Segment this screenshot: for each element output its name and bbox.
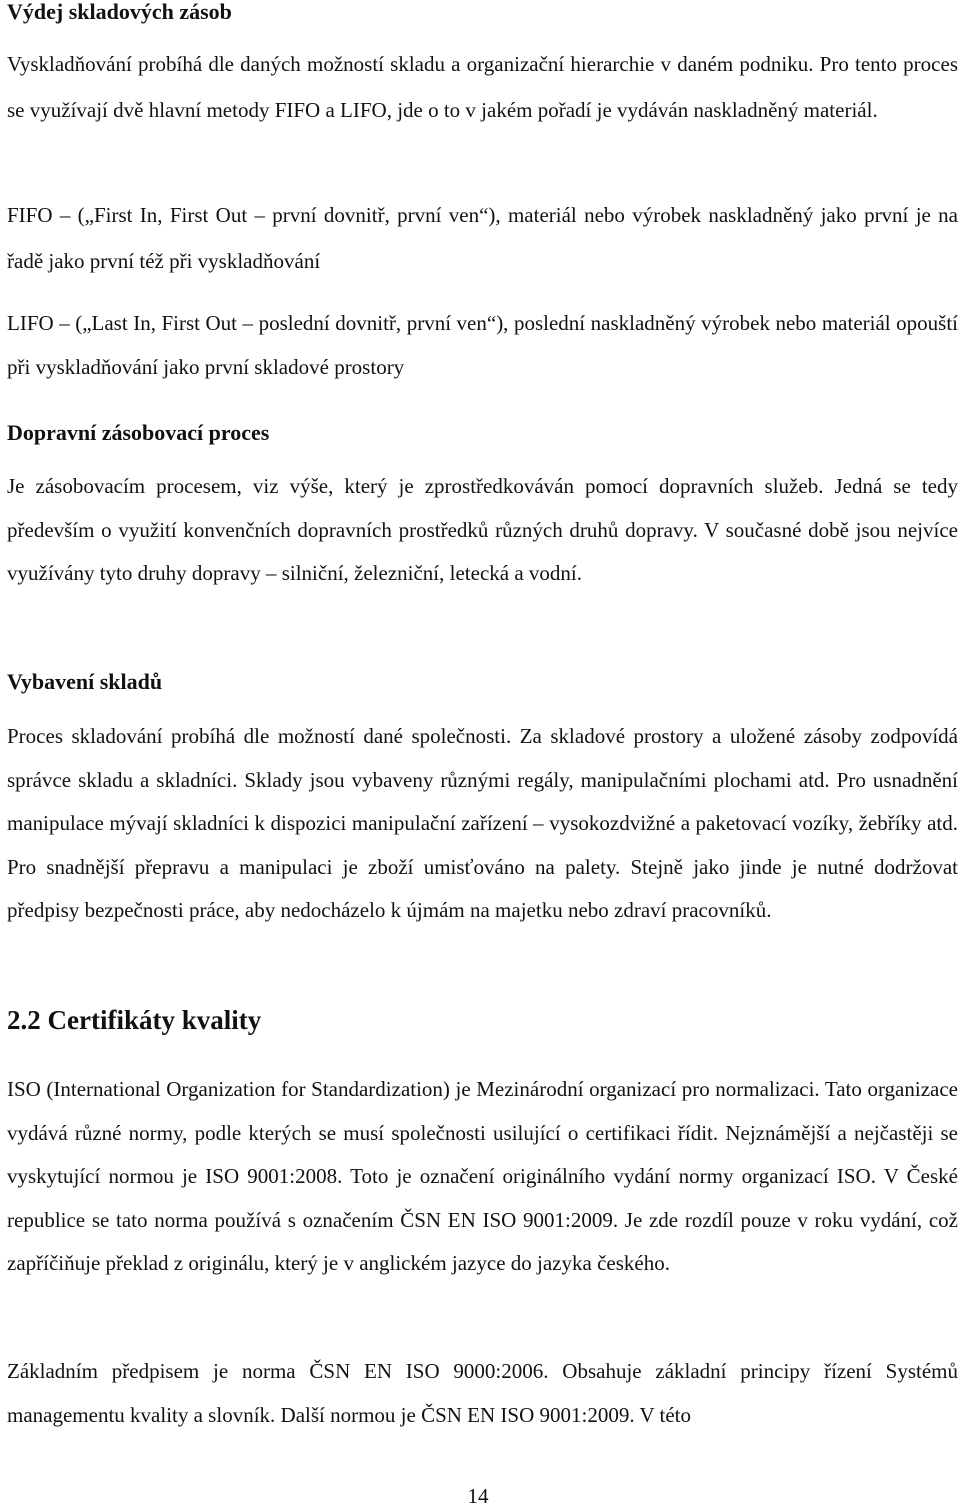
paragraph-vydej: Vyskladňování probíhá dle daných možností skladu a organizační hierarchie v daném podniku. Pro tento proces se využívají dvě hlavní metody FIFO a LIFO, jde o to v jakém pořadí je vydáván naskladněný materiál.	[7, 52, 958, 122]
section-heading-vybaveni: Vybavení skladů	[7, 669, 163, 694]
paragraph-vybaveni: Proces skladování probíhá dle možností dané společnosti. Za skladové prostory a uložené zásoby zodpovídá správce skladu a skladníci. Sklady jsou vybaveny různými regály, manipulačními plochami atd. Pro usnadnění manipulace mývají skladníci k dispozici manipulační zařízení – vysokozdvižné a paketovací vozíky, žebříky atd. Pro snadnější přepravu a manipulaci je zboží umisťováno na palety. Stejně jako jinde je nutné dodržovat předpisy bezpečnosti práce, aby nedocházelo k újmám na majetku nebo zdraví pracovníků.	[7, 724, 958, 922]
section-heading-doprava: Dopravní zásobovací proces	[7, 420, 270, 445]
section-heading-vydej: Výdej skladových zásob	[7, 0, 232, 24]
paragraph-lifo: LIFO – („Last In, First Out – poslední dovnitř, první ven“), poslední naskladněný výrobek nebo materiál opouští při vyskladňování jako první skladové prostory	[7, 311, 958, 379]
paragraph-iso: ISO (International Organization for Standardization) je Mezinárodní organizací pro normalizaci. Tato organizace vydává různé normy, podle kterých se musí společnosti usilující o certifikaci řídit. Nejznámější a nejčastěji se vyskytující normou je ISO 9001:2008. Toto je označení originálního vydání normy organizací ISO. V České republice se tato norma používá s označením ČSN EN ISO 9001:2009. Je zde rozdíl pouze v roku vydání, což zapříčiňuje překlad z originálu, který je v anglickém jazyce do jazyka českého.	[7, 1077, 958, 1275]
paragraph-fifo: FIFO – („First In, First Out – první dovnitř, první ven“), materiál nebo výrobek naskladněný jako první je na řadě jako první též při vyskladňování	[7, 203, 958, 273]
chapter-heading-certifikaty: 2.2 Certifikáty kvality	[7, 1005, 262, 1035]
page-number: 14	[467, 1484, 489, 1508]
document-page	[7, 0, 958, 1509]
paragraph-doprava: Je zásobovacím procesem, viz výše, který je zprostředkováván pomocí dopravních služeb. Jedná se tedy především o využití konvenčních dopravních prostředků různých druhů dopravy. V současné době jsou nejvíce využívány tyto druhy dopravy – silniční, železniční, letecká a vodní.	[7, 474, 958, 585]
paragraph-csn: Základním předpisem je norma ČSN EN ISO 9000:2006. Obsahuje základní principy řízení Systémů managementu kvality a slovník. Další normou je ČSN EN ISO 9001:2009. V této	[7, 1359, 958, 1427]
